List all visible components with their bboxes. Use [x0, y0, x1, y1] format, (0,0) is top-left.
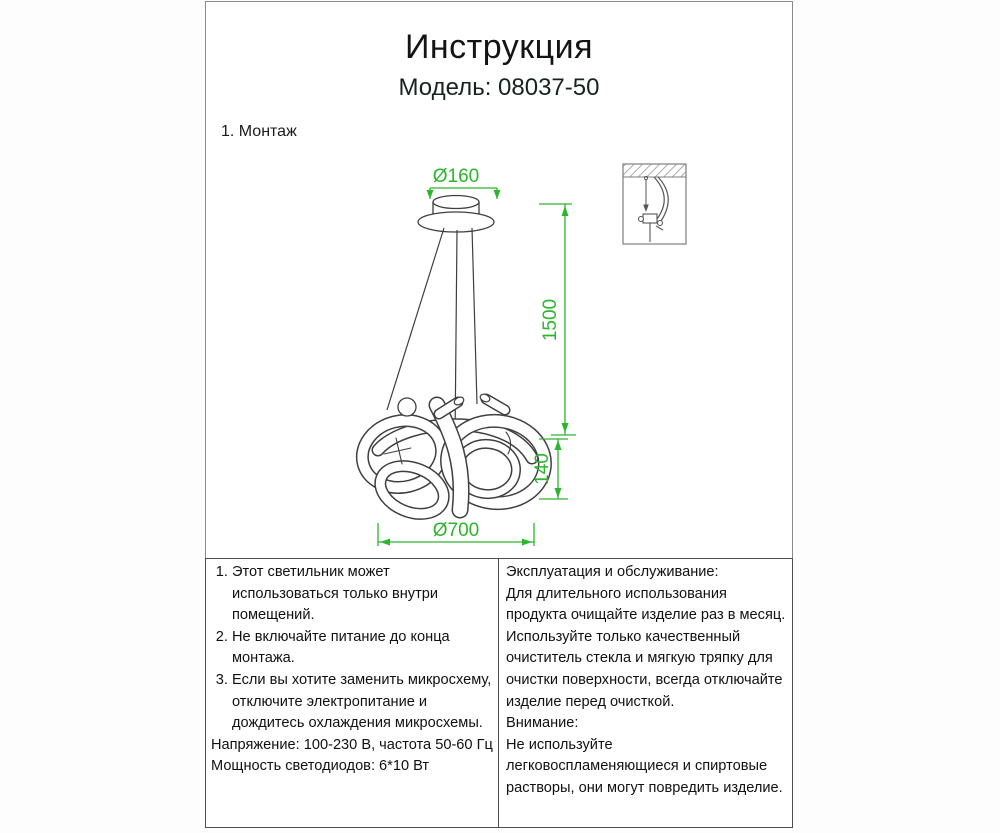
maintenance-paragraph-2: Используйте только качественный очиститель стекла и мягкую тряпку для очистки поверхности, всегда отключайте изделие перед очисткой. — [506, 628, 783, 710]
instruction-page — [205, 1, 793, 828]
maintenance-cell — [499, 559, 792, 827]
safety-notes-cell — [206, 559, 499, 827]
dim-suspension-height — [539, 204, 576, 435]
safety-note-item: 2. Не включайте питание до конца монтажа. — [232, 627, 496, 670]
dim-suspension-height-label: 1500 — [540, 298, 561, 342]
lamp-body-drawing — [355, 393, 549, 523]
section-label: 1. Монтаж — [221, 123, 297, 140]
mounting-detail-inset — [623, 164, 686, 244]
safety-notes-list — [211, 562, 496, 735]
maintenance-title: Эксплуатация и обслуживание: — [506, 564, 719, 580]
dim-body-diameter-label: Ø700 — [432, 520, 480, 541]
power-spec: Мощность светодиодов: 6*10 Вт — [211, 758, 430, 775]
dim-body-height-label: 140 — [532, 453, 553, 485]
installation-diagram — [206, 142, 794, 562]
safety-note-item: 3. Если вы хотите заменить микросхему, отключите электропитание и дождитесь охлаждения микросхемы. — [232, 670, 496, 735]
voltage-spec: Напряжение: 100-230 В, частота 50-60 Гц — [211, 736, 493, 753]
model-label: Модель: 08037-50 — [398, 74, 600, 101]
dim-canopy-diameter-label: Ø160 — [432, 166, 480, 187]
maintenance-paragraph-1: Для длительного использования продукта очищайте изделие раз в месяц. — [506, 585, 786, 624]
dim-body-diameter — [378, 520, 534, 546]
warning-text: Не используйте легковоспламеняющиеся и спиртовые растворы, они могут повредить изделие. — [506, 736, 783, 796]
dim-canopy-diameter — [427, 166, 501, 199]
page-title: Инструкция — [404, 28, 594, 66]
notes-table — [205, 558, 793, 828]
canopy-drawing — [418, 196, 494, 233]
safety-note-item: 1. Этот светильник может использоваться только внутри помещений. — [232, 562, 496, 627]
warning-title: Внимание: — [506, 715, 579, 732]
